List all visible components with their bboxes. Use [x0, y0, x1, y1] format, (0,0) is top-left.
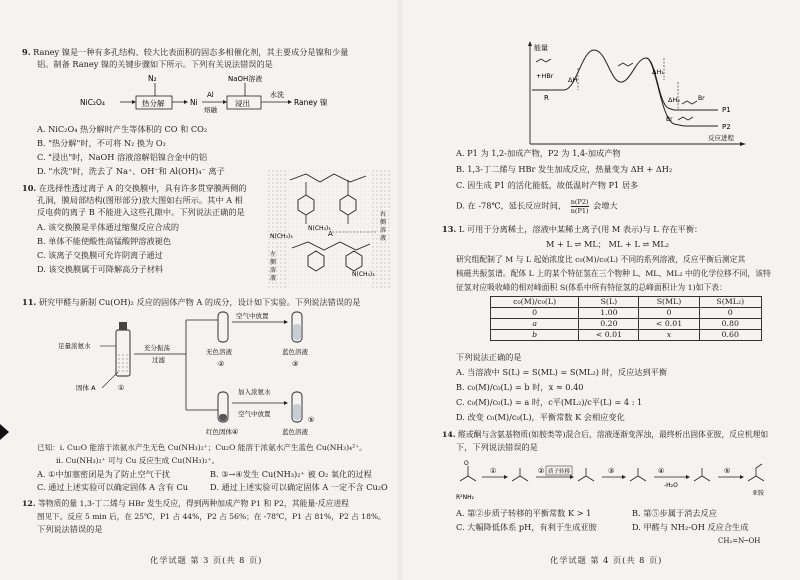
mech-step-4: ④: [658, 467, 665, 475]
table-header-row: [491, 297, 762, 308]
flow-naoh: NaOH溶液: [228, 75, 263, 83]
flow-reagent: NiC₂O₄: [80, 98, 105, 107]
q12-stem-line2: 图见下。反应 5 min 后，在 25℃，P1 占 44%，P2 占 56%；在 -78℃，P1 占 81%，P2 占 18%。: [37, 512, 386, 521]
q11-known-line2: ii. Cu(NH₃)₂⁺ 可与 Cu 反应生成 Cu(NH₃)₂⁺。: [56, 456, 220, 465]
footer-page-4: 化学试题 第 4 页(共 8 页): [550, 555, 663, 565]
q12-stem-line1: 12. 等物质的量 1,3-丁二烯与 HBr 发生反应，得到两种加成产物 P1 和 P2，其能量-反应进程: [22, 499, 349, 508]
q13-equation: M + L ⇌ ML； ML + L ⇌ ML₂: [546, 239, 670, 249]
table-cell: a: [491, 319, 579, 330]
q14-stem-line2: 下，下列说法错误的是: [456, 442, 538, 452]
q9-option-c: C. "浸出"时，NaOH 溶液溶解铝镍合金中的铝: [37, 152, 208, 162]
q13-option-a: A. 当溶液中 S(L) = S(ML) = S(ML₂) 时，反应达到平衡: [456, 367, 668, 377]
q13-desc-line1: 研究组配制了 M 与 L 起始浓度比 c₀(M)/c₀(L) 不同的系列溶液，反应平衡后测定其: [456, 255, 746, 264]
q11-stem: 11. 研究甲醛与新制 Cu(OH)₂ 反应的固体产物 A 的成分，设计如下实验。下列说法错误的是: [22, 297, 361, 307]
imine-label: 亚胺: [752, 490, 765, 497]
q11-known-line1: 已知：i. Cu₂O 能溶于浓氨水产生无色 Cu(NH₃)₂⁺；Cu₂O 能溶于浓氨水产生蓝色 Cu(NH₃)₄²⁺。: [37, 443, 367, 452]
flow-water: 水洗: [270, 91, 284, 99]
fraction-denominator: n(P1): [570, 207, 589, 215]
blue-solution-1-label: 蓝色溶液: [282, 348, 308, 356]
q14-option-c: C. 大幅降低体系 pH，有利于生成亚胺: [456, 522, 597, 532]
intermediate-4: [694, 468, 710, 481]
q13-lead: 下列说法正确的是: [456, 352, 522, 362]
left-solution-label-3: 溶: [270, 267, 277, 274]
butadiene-icon: [536, 59, 551, 62]
q14-option-d: D. 甲醛与 NH₂-OH 反应合生成: [632, 522, 749, 532]
q10-stem-line3: 反电荷的离子 B 不能进入这些孔隙中。下列说法正确的是: [37, 207, 245, 217]
mech-step-3: ③: [608, 467, 615, 475]
amine-reagent: R²NH₂: [456, 494, 474, 501]
energy-profile-curve: [564, 50, 674, 110]
step-2-label: ②: [218, 360, 225, 368]
exam-page-4: [400, 0, 800, 580]
q9-stem-line2: 铝。制备 Raney 镍的关键步骤如下所示。下列有关说法错误的是: [37, 59, 273, 69]
q11-option-c: C. 通过上述实验可以确定固体 A 含有 Cu: [37, 482, 189, 492]
r-label: R: [544, 94, 549, 102]
q12-option-c: C. 因生成 P1 的活化能低，故低温时产物 P1 居多: [456, 180, 639, 190]
table-cell: < 0.01: [639, 319, 699, 330]
mech-step-1: ①: [490, 467, 497, 475]
shake-label: 充分振荡: [144, 344, 170, 352]
amine-label-3: N(CH₃)₃: [270, 233, 293, 240]
table-header: S(ML₂): [699, 297, 761, 308]
energy-y-label: 能量: [534, 44, 548, 52]
q10-membrane-figure: [268, 170, 392, 288]
flow-box1: 热分解: [142, 99, 165, 108]
table-cell: 0: [491, 308, 579, 319]
air-1-label: 空气中放置: [236, 312, 269, 320]
dh2-label: ΔH₂: [668, 96, 680, 104]
q13-option-b: B. c₀(M)/c₀(L) = b 时，x ≈ 0.40: [456, 382, 584, 392]
q13-stem: 13. L 可用于分离稀土，溶液中某稀土离子(用 M 表示)与 L 存在平衡：: [442, 224, 703, 234]
step-1-label: ①: [118, 384, 125, 392]
q12-option-a: A. P1 为 1,2-加成产物，P2 为 1,4-加成产物: [456, 148, 621, 158]
q11-option-d: D. 通过上述实验可以确定固体 A 一定不含 Cu₂O: [210, 482, 388, 492]
table-cell: 1.00: [579, 308, 639, 319]
mech-step-5: ⑤: [724, 467, 731, 475]
intermediate-structure: [618, 63, 633, 66]
table-row: [491, 308, 762, 319]
filter-label: 过滤: [152, 356, 165, 364]
table-cell: x: [639, 330, 699, 341]
proton-transfer-label: 质子转移: [548, 469, 571, 475]
intermediate-3: [630, 468, 646, 481]
q11-option-b: B. ③→④发生 Cu(NH₃)₂⁺ 被 O₂ 氧化的过程: [210, 469, 372, 479]
table-cell: 0.80: [699, 319, 761, 330]
right-solution-label-1: 右: [380, 211, 387, 218]
dh1-label: ΔH₁: [652, 68, 664, 76]
q13-desc-line2: 核磁共振氢谱。配体 L 上的某个特征氢在三个物种 L、ML、ML₂ 中的化学位移不同，该特: [456, 269, 771, 278]
q13-desc-line3: 征氢对应吸收峰的相对峰面积 S(体系中所有特征氢的总峰面积计为 1)如下表：: [456, 283, 727, 292]
q10-option-d: D. 该交换膜属于可降解高分子材料: [37, 264, 164, 274]
q14-option-a: A. 第②步质子转移的平衡常数 K > 1: [456, 508, 592, 518]
q9-option-a: A. NiC₂O₄ 热分解时产生等体积的 CO 和 CO₂: [37, 124, 208, 134]
q12-stem-line3: 下列说法错误的是: [37, 524, 103, 534]
table-header: c₀(M)/c₀(L): [491, 297, 579, 308]
p1-label: P1: [722, 106, 731, 114]
p2-structure: [678, 117, 693, 120]
water-loss-label: -H₂O: [664, 482, 678, 489]
scan-edge-marker: [0, 424, 9, 440]
q12-option-b: B. 1,3-丁二烯与 HBr 发生加成反应，热量变为 ΔH + ΔH₂: [456, 164, 673, 174]
colorless-solution-label: 无色溶液: [206, 348, 232, 356]
blue-solution-2-label: 蓝色溶液: [282, 428, 308, 436]
table-cell: 0.20: [579, 319, 639, 330]
p2-label: P2: [722, 123, 731, 131]
tube-2: [218, 312, 228, 342]
intermediate-2: [578, 468, 594, 481]
q10-option-b: B. 单体不能使酸性高锰酸钾溶液褪色: [37, 236, 172, 246]
q14-option-b: B. 第⑤步属于消去反应: [632, 508, 717, 518]
table-cell: 0: [699, 308, 761, 319]
q14-mechanism: [452, 455, 792, 505]
q10-stem-line2: 孔洞，膜局部结构(图形部分)放大图如右所示。其中 A 相: [37, 195, 243, 205]
svg-text:O: O: [464, 460, 469, 467]
q11-option-a: A. ①中加塞密闭是为了防止空气干扰: [37, 469, 171, 479]
table-cell: b: [491, 330, 579, 341]
q13-data-table: [490, 296, 762, 341]
q10-stem-line1: 10. 在选择性透过离子 A 的交换膜中，具有许多贯穿膜两侧的: [22, 183, 247, 193]
right-solution-label-3: 溶: [380, 227, 387, 234]
q10-option-c: C. 该离子交换膜可允许阴离子通过: [37, 250, 163, 260]
p1-structure: [682, 101, 697, 104]
flow-melt: 熔融: [204, 106, 217, 114]
q9-option-d: D. "水洗"时，洗去了 Na⁺、OH⁻和 Al(OH)₄⁻ 离子: [37, 166, 225, 176]
q10-option-a: A. 该交换膜是半体通过缩聚反应合成的: [37, 222, 180, 232]
q13-option-d: D. 改变 c₀(M)/c₀(L)，平衡常数 K 会相应变化: [456, 412, 625, 422]
table-cell: < 0.01: [579, 330, 639, 341]
dh-label: ΔH: [568, 76, 578, 84]
p2-br-label: Br: [666, 116, 673, 123]
q12-option-d: D. 在 -78℃，延长反应时间， $\frac{n(P2)}{n(P1)}$ 会增大: [456, 198, 618, 215]
step-5-label: ⑤: [308, 416, 315, 424]
q12-energy-diagram: [518, 40, 748, 148]
step-4-label: ④: [232, 428, 239, 436]
table-header: S(ML): [639, 297, 699, 308]
imine-product: [748, 464, 764, 481]
footer-page-3: 化学试题 第 3 页(共 8 页): [150, 555, 263, 565]
flow-ni: Ni: [190, 98, 198, 107]
br-label: Br: [698, 95, 705, 102]
left-solution-label-1: 左: [270, 251, 277, 258]
right-solution-label-4: 液: [380, 235, 387, 242]
air-2-label: 空气中放置: [238, 410, 271, 418]
q13-option-c: C. c₀(M)/c₀(L) = a 时，c平(ML₂)/c平(L) = 4 : 1: [456, 397, 643, 407]
hbr-label: +HBr: [536, 72, 554, 80]
flow-box2: 浸出: [235, 99, 250, 108]
flow-product: Raney 镍: [294, 98, 328, 107]
table-header: S(L): [579, 297, 639, 308]
table-cell: 0: [639, 308, 699, 319]
q9-option-b: B. "热分解"时，不可将 N₂ 换为 O₂: [37, 138, 166, 148]
intermediate-1: [512, 468, 528, 481]
fraction-numerator: n(P2): [570, 198, 589, 206]
q14-stem-line1: 14. 醛或酮与含氨基物质(如胺类等)混合后，溶液逐渐变浑浊，最终析出固体亚胺，反应机理如: [442, 430, 769, 439]
energy-x-label: 反应进程: [708, 134, 734, 142]
left-solution-label-4: 液: [270, 275, 277, 282]
amine-label-2: N(CH₃)₃: [352, 271, 375, 278]
carbonyl-structure: [460, 466, 476, 481]
mech-step-2: ②: [538, 467, 545, 475]
flow-n2: N₂: [148, 74, 157, 83]
q11-experiment-figure: [58, 310, 358, 438]
right-solution-label-2: 侧: [380, 219, 387, 226]
flow-al: Al: [207, 91, 214, 99]
solid-a-label: 固体 A: [76, 384, 96, 392]
q9-flowchart: [80, 72, 350, 120]
red-solid-label: 红色固体: [206, 428, 232, 436]
table-cell: 0.60: [699, 330, 761, 341]
q9-stem-line1: 9. Raney 镍是一种有多孔结构、较大比表面积的固态多相催化剂，其主要成分是镍和少量: [22, 47, 349, 57]
left-solution-label-2: 侧: [270, 259, 277, 266]
table-row: [491, 319, 762, 330]
add-ammonia-label: 加入浓氨水: [238, 388, 271, 396]
ammonia-label: 足量浓氨水: [58, 342, 91, 350]
amine-label-1: N(CH₃)₃: [308, 225, 331, 232]
step-3-label: ③: [292, 360, 299, 368]
table-row: [491, 330, 762, 341]
ion-a-label: A: [328, 230, 333, 238]
oxime-structure: CH₂=N─OH: [718, 537, 761, 545]
